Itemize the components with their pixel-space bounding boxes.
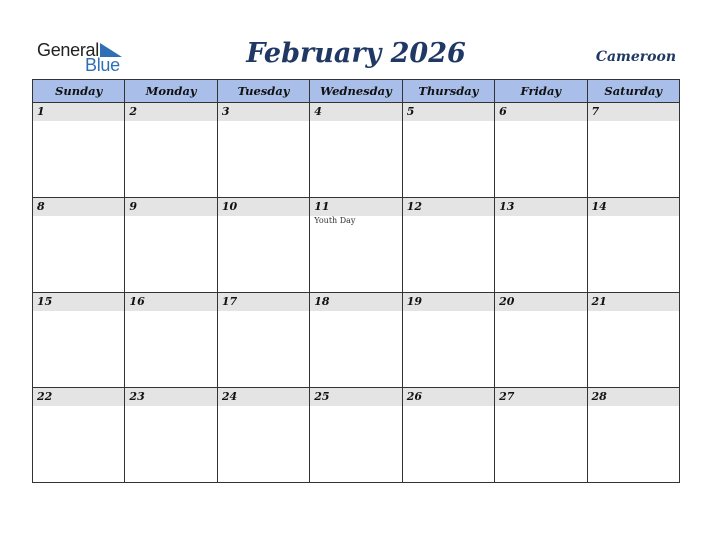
day-cell[interactable]	[587, 388, 679, 483]
weekday-monday: Monday	[125, 80, 217, 103]
logo-blue-text: Blue	[85, 55, 120, 75]
day-cell[interactable]	[310, 198, 402, 293]
holiday-event: Youth Day	[314, 216, 356, 225]
day-number: 6	[495, 103, 586, 121]
day-cell[interactable]	[402, 198, 494, 293]
day-cell[interactable]	[33, 198, 125, 293]
day-cell[interactable]	[495, 103, 587, 198]
calendar-grid	[32, 79, 680, 483]
day-cell[interactable]	[125, 293, 217, 388]
day-number: 1	[33, 103, 124, 121]
day-cell[interactable]	[217, 198, 309, 293]
day-number: 26	[403, 388, 494, 406]
weekday-header-row	[33, 80, 680, 103]
day-number: 15	[33, 293, 124, 311]
day-cell[interactable]	[587, 293, 679, 388]
day-number: 28	[588, 388, 679, 406]
day-number: 9	[125, 198, 216, 216]
weekday-thursday: Thursday	[402, 80, 494, 103]
week-row-3	[33, 293, 680, 388]
day-number: 13	[495, 198, 586, 216]
day-cell[interactable]	[402, 293, 494, 388]
day-number: 10	[218, 198, 309, 216]
day-number: 12	[403, 198, 494, 216]
weekday-friday: Friday	[495, 80, 587, 103]
day-number: 8	[33, 198, 124, 216]
weekday-saturday: Saturday	[587, 80, 679, 103]
calendar-title: February 2026	[246, 38, 466, 69]
week-row-4	[33, 388, 680, 483]
day-cell[interactable]	[402, 388, 494, 483]
weekday-tuesday: Tuesday	[217, 80, 309, 103]
day-number: 17	[218, 293, 309, 311]
day-cell[interactable]	[495, 293, 587, 388]
day-number: 19	[403, 293, 494, 311]
day-cell[interactable]	[310, 293, 402, 388]
week-row-2	[33, 198, 680, 293]
day-number: 2	[125, 103, 216, 121]
weekday-wednesday: Wednesday	[310, 80, 402, 103]
day-cell[interactable]	[33, 388, 125, 483]
day-number: 5	[403, 103, 494, 121]
day-number: 20	[495, 293, 586, 311]
day-number: 22	[33, 388, 124, 406]
day-cell[interactable]	[217, 388, 309, 483]
day-cell[interactable]	[310, 103, 402, 198]
day-cell[interactable]	[125, 198, 217, 293]
day-cell[interactable]	[217, 103, 309, 198]
weekday-sunday: Sunday	[33, 80, 125, 103]
day-cell[interactable]	[495, 388, 587, 483]
day-cell[interactable]	[310, 388, 402, 483]
day-number: 24	[218, 388, 309, 406]
day-cell[interactable]	[125, 388, 217, 483]
logo-general-text: General	[37, 40, 99, 60]
day-cell[interactable]	[402, 103, 494, 198]
day-number: 4	[310, 103, 401, 121]
country-name: Cameroon	[595, 49, 676, 65]
day-number: 18	[310, 293, 401, 311]
day-cell[interactable]	[495, 198, 587, 293]
day-cell[interactable]	[217, 293, 309, 388]
day-number: 21	[588, 293, 679, 311]
day-cell[interactable]	[587, 103, 679, 198]
day-number: 14	[588, 198, 679, 216]
day-cell[interactable]	[587, 198, 679, 293]
day-number: 27	[495, 388, 586, 406]
day-cell[interactable]	[33, 293, 125, 388]
day-number: 11	[310, 198, 401, 216]
day-number: 7	[588, 103, 679, 121]
day-cell[interactable]	[33, 103, 125, 198]
day-number: 25	[310, 388, 401, 406]
day-number: 3	[218, 103, 309, 121]
day-number: 23	[125, 388, 216, 406]
day-number: 16	[125, 293, 216, 311]
week-row-1	[33, 103, 680, 198]
day-cell[interactable]	[125, 103, 217, 198]
